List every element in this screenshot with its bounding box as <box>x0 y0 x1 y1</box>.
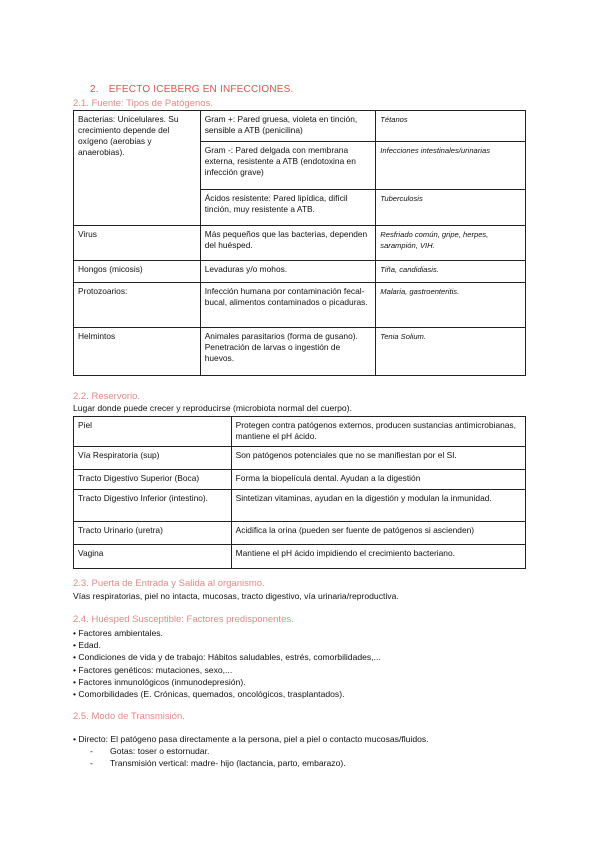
dash-marker: - <box>90 758 93 768</box>
pathogen-type-cell: Virus <box>74 226 201 261</box>
pathogen-desc-cell: Animales parasitarios (forma de gusano). Penetración de larvas o ingestión de huevos. <box>200 328 376 376</box>
subsection-title-2-3: 2.3. Puerta de Entrada y Salida al organismo. <box>73 578 265 589</box>
pathogen-type-cell: Helmintos <box>74 328 201 376</box>
pathogen-example-cell: Malaria, gastroenteritis. <box>376 283 526 328</box>
pathogen-desc-cell: Ácidos resistente: Pared lipídica, difícil tinción, muy resistente a ATB. <box>200 190 376 226</box>
list-item: • Condiciones de vida y de trabajo: Hábitos saludables, estrés, comorbilidades,... <box>73 652 381 663</box>
reservoir-role-cell: Forma la biopelícula dental. Ayudan a la digestión <box>231 470 525 490</box>
subsection-title-2-1: 2.1. Fuente: Tipos de Patógenos. <box>73 98 213 109</box>
transmission-direct: • Directo: El patógeno pasa directamente a la persona, piel a piel o contacto mucosas/fluidos. <box>73 734 429 744</box>
entry-exit-text: Vías respiratorias, piel no intacta, mucosas, tracto digestivo, vía urinaria/reproductiva. <box>73 591 399 601</box>
table-row <box>74 490 526 522</box>
list-item: • Comorbilidades (E. Crónicas, quemados, oncológicos, trasplantados). <box>73 689 345 700</box>
pathogen-example-cell: Infecciones intestinales/urinarias <box>376 142 526 190</box>
list-item: • Factores genéticos: mutaciones, sexo,... <box>73 664 233 675</box>
pathogen-desc-cell: Levaduras y/o mohos. <box>200 261 376 283</box>
pathogen-type-cell: Bacterias: Unicelulares. Su crecimiento depende del oxígeno (aerobias y anaerobias). <box>74 111 201 226</box>
section-number: 2. <box>90 84 99 95</box>
pathogen-example-cell: Resfriado común, gripe, herpes, sarampión, VIH. <box>376 226 526 261</box>
susceptible-factors-list <box>73 627 381 700</box>
pathogen-type-cell: Hongos (micosis) <box>74 261 201 283</box>
table-row <box>74 283 526 328</box>
reservoir-intro: Lugar donde puede crecer y reproducirse (microbiota normal del cuerpo). <box>73 403 352 413</box>
table-row <box>74 328 526 376</box>
pathogen-desc-cell: Más pequeños que las bacterias, dependen del huésped. <box>200 226 376 261</box>
transmission-sub-item: Gotas: toser o estornudar. <box>110 746 210 756</box>
subsection-title-2-4: 2.4. Huésped Susceptible: Factores predisponentes. <box>73 614 294 625</box>
pathogen-type-cell: Protozoarios: <box>74 283 201 328</box>
list-item: • Factores inmunológicos (inmunodepresión). <box>73 676 246 687</box>
reservoir-role-cell: Mantiene el pH ácido impidiendo el crecimiento bacteriano. <box>231 545 525 569</box>
table-row <box>74 447 526 470</box>
table-row <box>74 111 526 142</box>
reservoir-site-cell: Vagina <box>74 545 232 569</box>
table-row <box>74 417 526 447</box>
table-row <box>74 226 526 261</box>
pathogen-example-cell: Tétanos <box>376 111 526 142</box>
list-item: • Factores ambientales. <box>73 628 163 638</box>
table-row <box>74 261 526 283</box>
reservoir-site-cell: Tracto Digestivo Inferior (intestino). <box>74 490 232 522</box>
pathogen-example-cell: Tiña, candidiasis. <box>376 261 526 283</box>
pathogen-example-cell: Tuberculosis <box>376 190 526 226</box>
reservoir-role-cell: Son patógenos potenciales que no se manifiestan por el SI. <box>231 447 525 470</box>
subsection-title-2-2: 2.2. Reservorio. <box>73 391 141 402</box>
pathogen-desc-cell: Infección humana por contaminación fecal-bucal, alimentos contaminados o picaduras. <box>200 283 376 328</box>
pathogen-desc-cell: Gram -: Pared delgada con membrana externa, resistente a ATB (endotoxina en infección grave) <box>200 142 376 190</box>
pathogen-desc-cell: Gram +: Pared gruesa, violeta en tinción, sensible a ATB (penicilina) <box>200 111 376 142</box>
table-row <box>74 545 526 569</box>
section-title: EFECTO ICEBERG EN INFECCIONES. <box>108 84 294 95</box>
reservoir-role-cell: Sintetizan vitaminas, ayudan en la digestión y modulan la inmunidad. <box>231 490 525 522</box>
pathogen-example-cell: Tenia Solium. <box>376 328 526 376</box>
reservoir-site-cell: Vía Respiratoria (sup) <box>74 447 232 470</box>
table-row <box>74 470 526 490</box>
transmission-sub-item: Transmisión vertical: madre- hijo (lactancia, parto, embarazo). <box>110 758 346 768</box>
dash-marker: - <box>90 746 93 756</box>
pathogen-types-table <box>73 110 526 376</box>
subsection-title-2-5: 2.5. Modo de Transmisión. <box>73 711 185 722</box>
reservoir-site-cell: Tracto Digestivo Superior (Boca) <box>74 470 232 490</box>
reservoir-role-cell: Acidifica la orina (pueden ser fuente de patógenos si ascienden) <box>231 522 525 545</box>
reservoir-table <box>73 416 526 569</box>
section-heading <box>90 84 293 95</box>
reservoir-site-cell: Tracto Urinario (uretra) <box>74 522 232 545</box>
reservoir-role-cell: Protegen contra patógenos externos, producen sustancias antimicrobianas, mantiene el pH ácido. <box>231 417 525 447</box>
reservoir-site-cell: Piel <box>74 417 232 447</box>
list-item: • Edad. <box>73 640 101 651</box>
table-row <box>74 522 526 545</box>
